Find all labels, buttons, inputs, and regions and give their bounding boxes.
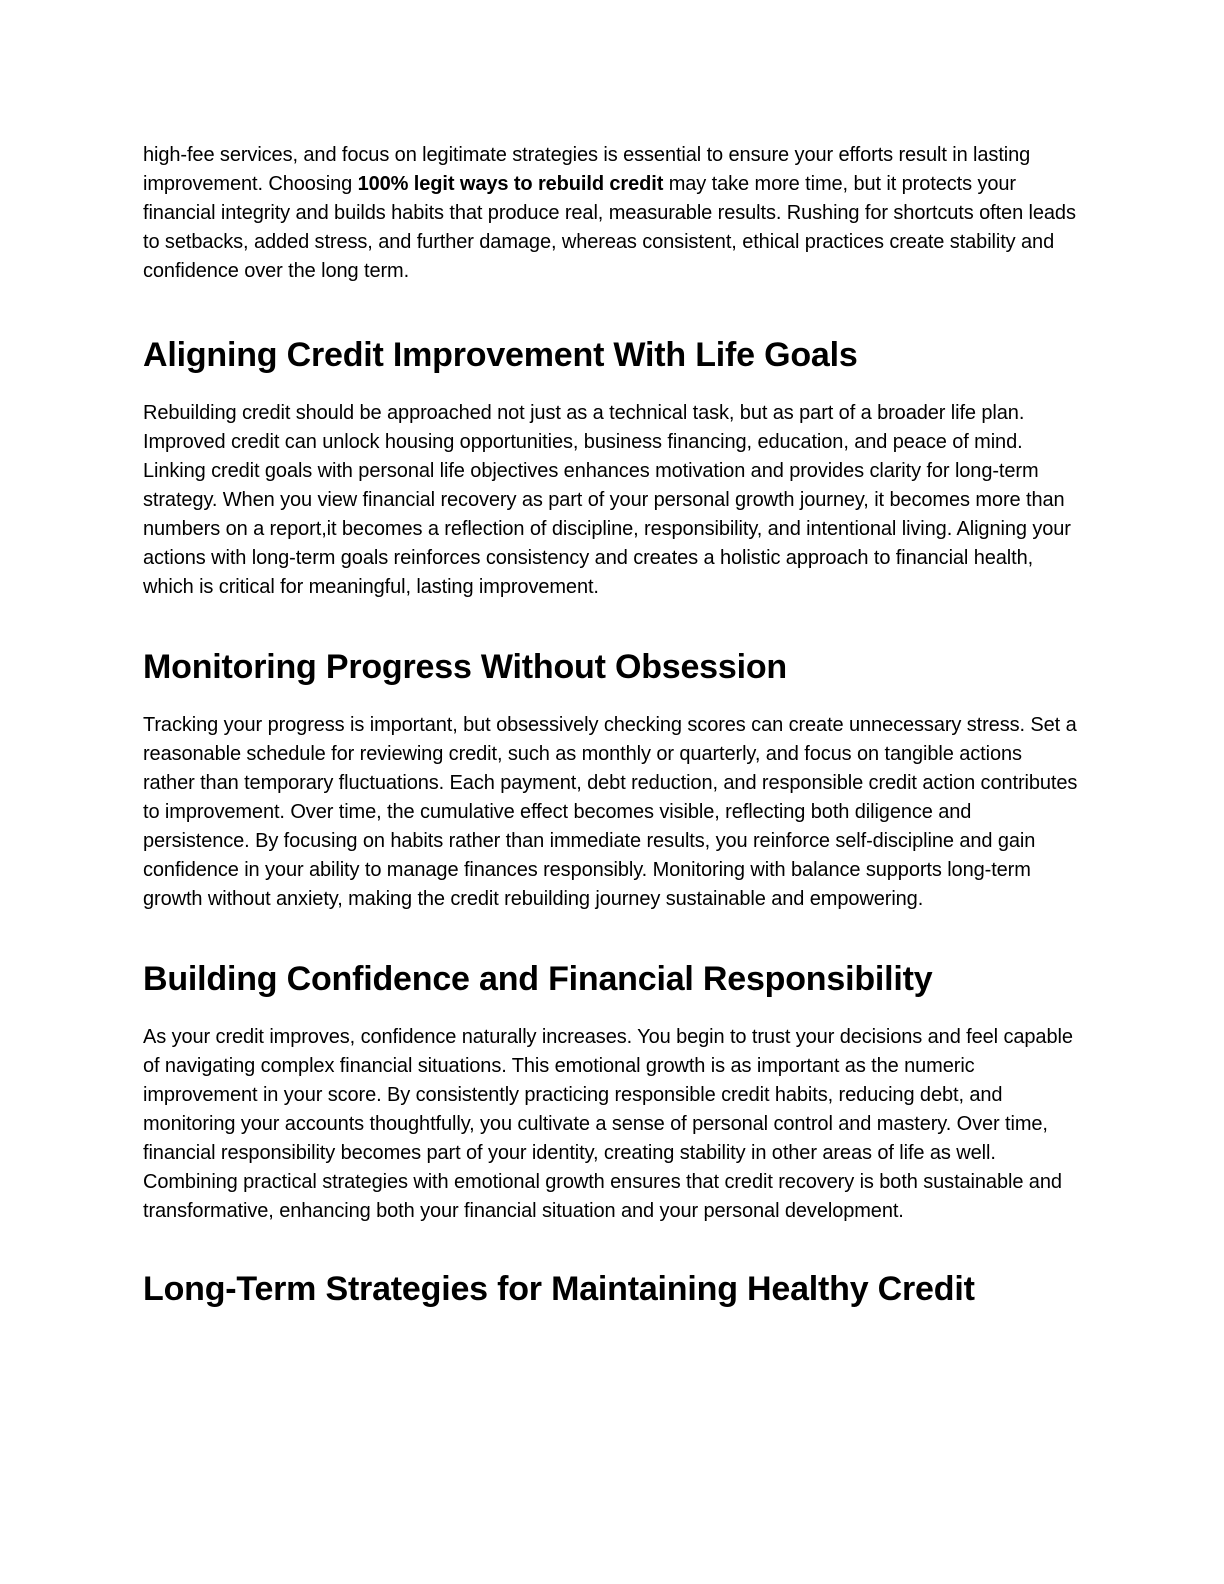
intro-bold-phrase: 100% legit ways to rebuild credit: [357, 173, 664, 195]
intro-text-before: high-fee services, and focus on legitimate strategies is essential to ensure your efforts result in lasting improvement. Choosing: [143, 144, 1031, 195]
section-body-monitoring-progress: Tracking your progress is important, but obsessively checking scores can create unnecessary stress. Set a reasonable schedule for reviewing credit, such as monthly or quarterly, and focus on tangible actions rather than temporary fluctuations. Each payment, debt reduction, and responsible credit action contributes to improvement. Over time, the cumulative effect becomes visible, reflecting both diligence and persistence. By focusing on habits rather than immediate results, you reinforce self-discipline and gain confidence in your ability to manage finances responsibly. Monitoring with balance supports long-term growth without anxiety, making the credit rebuilding journey sustainable and empowering.: [143, 714, 1078, 910]
section-body-building-confidence: As your credit improves, confidence naturally increases. You begin to trust your decisions and feel capable of navigating complex financial situations. This emotional growth is as important as the numeric improvement in your score. By consistently practicing responsible credit habits, reducing debt, and monitoring your accounts thoughtfully, you cultivate a sense of personal control and mastery. Over time, financial responsibility becomes part of your identity, creating stability in other areas of life as well. Combining practical strategies with emotional growth ensures that credit recovery is both sustainable and transformative, enhancing both your financial situation and your personal development.: [143, 1026, 1073, 1222]
section-heading-long-term-strategies: Long-Term Strategies for Maintaining Healthy Credit: [143, 1270, 975, 1308]
intro-paragraph: [143, 141, 1078, 286]
section-heading-life-goals: Aligning Credit Improvement With Life Goals: [143, 336, 858, 374]
section-body-life-goals: Rebuilding credit should be approached not just as a technical task, but as part of a broader life plan. Improved credit can unlock housing opportunities, business financing, education, and peace of mind. Linking credit goals with personal life objectives enhances motivation and provides clarity for long-term strategy. When you view financial recovery as part of your personal growth journey, it becomes more than numbers on a report,it becomes a reflection of discipline, responsibility, and intentional living. Aligning your actions with long-term goals reinforces consistency and creates a holistic approach to financial health, which is critical for meaningful, lasting improvement.: [143, 402, 1071, 598]
section-heading-building-confidence: Building Confidence and Financial Responsibility: [143, 960, 933, 998]
intro-text-after: may take more time, but it protects your financial integrity and builds habits that produce real, measurable results. Rushing for shortcuts often leads to setbacks, added stress, and further damage, whereas consistent, ethical practices create stability and confidence over the long term.: [143, 173, 1076, 282]
section-heading-monitoring-progress: Monitoring Progress Without Obsession: [143, 648, 787, 686]
document-page: [143, 141, 1078, 1309]
